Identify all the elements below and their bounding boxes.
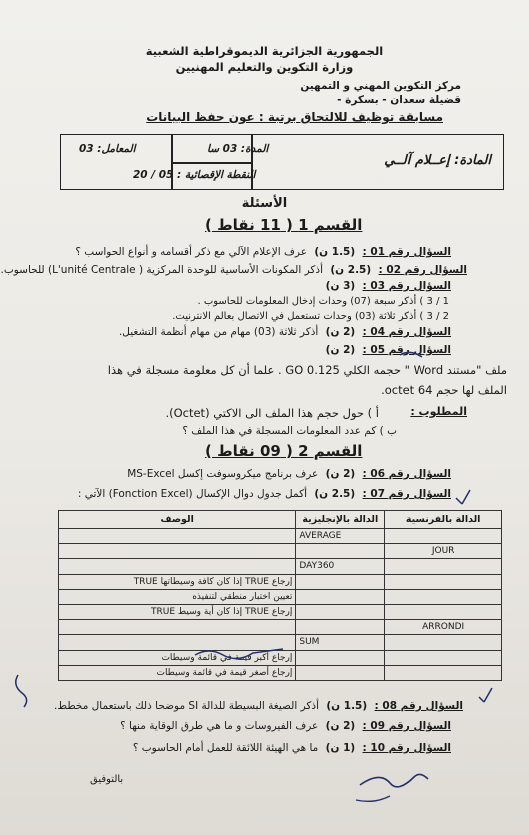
q2-label: السؤال رقم 02 : [378,264,467,276]
questions-title: الأسئلة [241,196,288,211]
q2-points: (2.5 ن) [330,264,372,276]
q5-text-line-2: الملف لها حجم 64 octet. [381,383,507,397]
french-function-cell: ARRONDI [385,620,502,635]
french-function-cell: JOUR [385,544,502,559]
description-cell: إرجاع أصغر قيمة في قائمة وسيطات [59,665,296,680]
required-a: أ ) حول حجم هذا الملف الى الاكتي (Octet). [165,406,379,420]
header-english-function: الدالة بالإنجليزية [296,511,385,529]
q5-text-line-1: ملف "مستند Word " حجمه الكلي 0.125 GO . علما أن كل معلومة مسجلة في هذا [107,363,507,377]
good-luck: بالتوفيق [90,774,124,785]
section-1-title: القسم 1 ( 11 نقاط ) [205,216,363,234]
required-label: المطلوب : [410,405,467,418]
q9-points: (2 ن) [325,720,356,732]
republic-title: الجمهورية الجزائرية الديموقراطية الشعبية [145,44,384,58]
q8-label: السؤال رقم 08 : [374,700,463,712]
eliminatory-score-label: النقطة الإقصائية : 05 / 20 [133,169,256,181]
q1-label: السؤال رقم 01 : [362,246,451,258]
header-description: الوصف [59,511,296,529]
training-center: مركز التكوين المهني و التمهين [300,80,461,92]
q3-label: السؤال رقم 03 : [362,280,451,292]
q10-label: السؤال رقم 10 : [362,742,451,754]
english-function-cell: DAY360 [296,559,385,574]
q9-text: عرف الفيروسات و ما هي طرق الوقاية منها ؟ [120,720,319,732]
required-b: ب ) كم عدد المعلومات المسجلة في هذا الملف ؟ [182,425,397,437]
competition-title: مسابقة توظيف للالتحاق برتبة : عون حفظ البيانات [146,110,443,124]
header-french-function: الدالة بالفرنسية [385,511,502,529]
coefficient-label: المعامل: 03 [79,143,136,155]
center-location: قضيلة سعدان - بسكرة - [337,94,461,106]
ministry-title: وزارة التكوين والتعليم المهنيين [175,60,354,74]
q6-text: عرف برنامج ميكروسوفت إكسل MS-Excel [127,468,319,480]
description-cell: إرجاع TRUE إذا كان كافة وسيطاتها TRUE [59,574,296,589]
q5-label: السؤال رقم 05 : [362,344,451,356]
q3-sub-1: 1 / 3 ) أذكر سبعة (07) وحدات إدخال المعلومات للحاسوب . [197,296,449,307]
q5-points: (2 ن) [325,344,356,356]
q7-points: (2.5 ن) [314,488,356,500]
q7-text: أكمل جدول دوال الإكسال (Fonction Excel) الآتي : [77,488,307,500]
duration-label: المدة: 03 سا [207,143,269,155]
english-function-cell: SUM [296,635,385,650]
q2-text: أذكر المكونات الأساسية للوحدة المركزية ( L'unité Centrale) للحاسوب. [0,264,323,276]
q10-text: ما هي الهيئة اللائقة للعمل أمام الحاسوب ؟ [132,742,319,754]
section-2-title: القسم 2 ( 09 نقاط ) [205,442,363,460]
description-cell: إرجاع أكبر قيمة في قائمة وسيطات [59,650,296,665]
q10-points: (1 ن) [325,742,356,754]
q6-points: (2 ن) [325,468,356,480]
q1-points: (1.5 ن) [314,246,356,258]
q3-points: (3 ن) [325,280,356,292]
subject-label: المادة: إعــلام آلــي [384,153,491,168]
q8-text: أذكر الصيغة البسيطة للدالة SI موضحا ذلك باستعمال مخطط. [54,700,319,712]
q9-label: السؤال رقم 09 : [362,720,451,732]
description-cell: إرجاع TRUE إذا كان أية وسيط TRUE [59,604,296,619]
q4-text: أذكر ثلاثة (03) مهام من مهام أنظمة التشغيل. [118,326,319,338]
q3-sub-2: 2 / 3 ) أذكر ثلاثة (03) وحدات تستعمل في الاتصال بعالم الانترنيت. [172,311,449,322]
q1-text: عرف الإعلام الآلي مع ذكر أقسامه و أنواع الحواسب ؟ [75,246,307,258]
q6-label: السؤال رقم 06 : [362,468,451,480]
q4-points: (2 ن) [325,326,356,338]
description-cell: تعيين اختبار منطقي لتنفيذه [59,589,296,604]
q4-label: السؤال رقم 04 : [362,326,451,338]
q8-points: (1.5 ن) [326,700,368,712]
q7-label: السؤال رقم 07 : [362,488,451,500]
english-function-cell: AVERAGE [296,529,385,544]
